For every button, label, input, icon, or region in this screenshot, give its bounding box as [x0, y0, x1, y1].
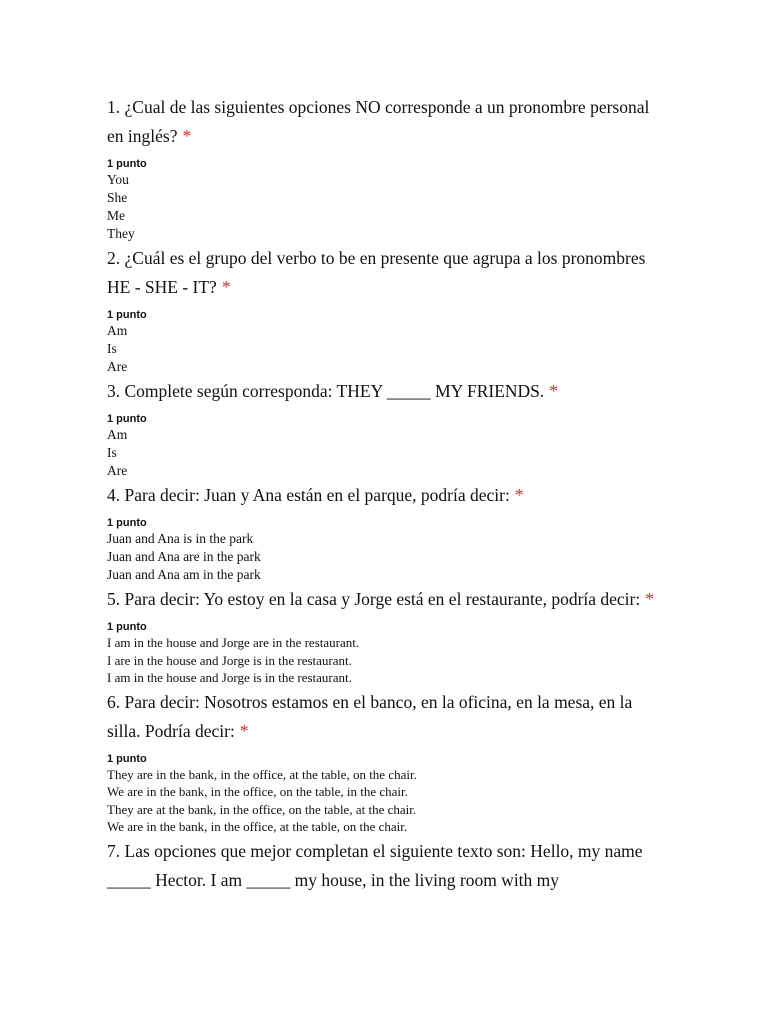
- answer-options: [107, 634, 667, 687]
- answer-option[interactable]: Me: [107, 208, 125, 223]
- answer-option[interactable]: Juan and Ana is in the park: [107, 531, 254, 546]
- question-3-text: [107, 376, 667, 406]
- required-asterisk: *: [514, 485, 524, 505]
- question-4: [107, 480, 667, 584]
- question-2: [107, 243, 667, 376]
- question-number: 2.: [107, 248, 121, 268]
- question-points: 1 punto: [107, 752, 147, 765]
- answer-option[interactable]: You: [107, 172, 129, 187]
- answer-option[interactable]: Are: [107, 359, 128, 374]
- question-5: [107, 584, 667, 687]
- question-points: 1 punto: [107, 309, 147, 321]
- answer-option[interactable]: We are in the bank, in the office, at the table, on the chair.: [107, 819, 408, 834]
- answer-options: [107, 171, 667, 243]
- answer-option[interactable]: Is: [107, 445, 117, 460]
- question-points: 1 punto: [107, 413, 147, 425]
- answer-option[interactable]: I am in the house and Jorge is in the restaurant.: [107, 670, 352, 685]
- question-prompt: Para decir: Yo estoy en la casa y Jorge está en el restaurante, podría decir:: [124, 589, 641, 609]
- required-asterisk: *: [182, 126, 192, 146]
- question-1-text: [107, 92, 667, 151]
- answer-option[interactable]: Is: [107, 341, 117, 356]
- question-points: 1 punto: [107, 517, 147, 529]
- answer-option[interactable]: They are in the bank, in the office, at the table, on the chair.: [107, 766, 417, 782]
- answer-option[interactable]: Juan and Ana am in the park: [107, 567, 261, 582]
- question-2-text: [107, 243, 667, 302]
- question-number: 7.: [107, 840, 121, 861]
- answer-option[interactable]: Am: [107, 323, 128, 338]
- question-5-text: [107, 584, 667, 614]
- question-prompt: Para decir: Nosotros estamos en el banco, en la oficina, en la mesa, en la silla. Podría decir:: [107, 691, 633, 741]
- question-number: 4.: [107, 485, 121, 505]
- question-6-text: [107, 687, 667, 746]
- required-asterisk: *: [239, 720, 249, 741]
- answer-option[interactable]: Are: [107, 463, 128, 478]
- answer-option[interactable]: They: [107, 226, 135, 241]
- required-asterisk: *: [549, 381, 559, 401]
- question-number: 1.: [107, 97, 121, 117]
- question-prompt: Para decir: Juan y Ana están en el parque, podría decir:: [124, 485, 510, 505]
- answer-option[interactable]: Juan and Ana are in the park: [107, 549, 261, 564]
- answer-option[interactable]: I am in the house and Jorge are in the restaurant.: [107, 635, 360, 650]
- question-prompt: Complete según corresponda: THEY _____ MY FRIENDS.: [124, 381, 545, 401]
- question-prompt: Las opciones que mejor completan el siguiente texto son: Hello, my name _____ Hector. I am _____ my house, in the living room with my: [107, 840, 643, 890]
- question-number: 5.: [107, 589, 121, 609]
- answer-options: [107, 322, 667, 376]
- question-points: 1 punto: [107, 158, 147, 170]
- question-number: 6.: [107, 691, 121, 712]
- question-7: [107, 836, 667, 895]
- question-prompt: ¿Cuál es el grupo del verbo to be en presente que agrupa a los pronombres HE - SHE - IT?: [107, 248, 646, 297]
- question-prompt: ¿Cual de las siguientes opciones NO corresponde a un pronombre personal en inglés?: [107, 97, 650, 146]
- question-1: [107, 92, 667, 243]
- answer-option[interactable]: Am: [107, 427, 128, 442]
- quiz-document: [107, 92, 667, 895]
- question-points: 1 punto: [107, 621, 147, 633]
- answer-options: [107, 530, 667, 584]
- question-4-text: [107, 480, 667, 510]
- answer-option[interactable]: We are in the bank, in the office, on the table, in the chair.: [107, 784, 408, 799]
- required-asterisk: *: [645, 589, 654, 609]
- question-6: [107, 687, 667, 836]
- answer-options: [107, 766, 667, 836]
- question-7-text: [107, 836, 667, 895]
- answer-option[interactable]: They are at the bank, in the office, on the table, at the chair.: [107, 801, 417, 817]
- required-asterisk: *: [221, 277, 231, 297]
- question-number: 3.: [107, 381, 121, 401]
- question-3: [107, 376, 667, 480]
- answer-options: [107, 426, 667, 480]
- answer-option[interactable]: I are in the house and Jorge is in the restaurant.: [107, 652, 352, 668]
- answer-option[interactable]: She: [107, 190, 128, 205]
